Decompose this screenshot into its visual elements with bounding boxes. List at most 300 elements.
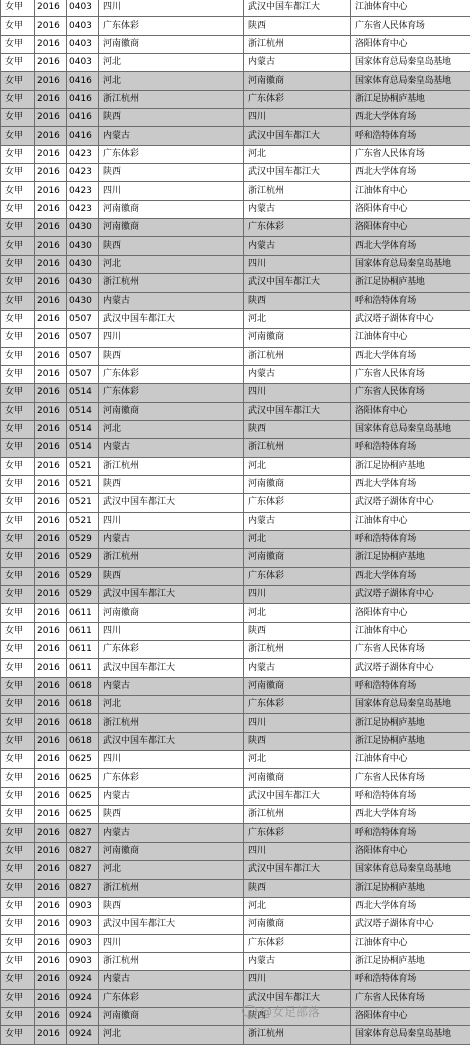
cell-date: 0430 [67,219,99,237]
cell-year: 2016 [35,72,67,90]
cell-away: 四川 [244,255,351,273]
cell-venue: 江油体育中心 [351,934,470,952]
cell-year: 2016 [35,769,67,787]
cell-venue: 广东省人民体育场 [351,384,470,402]
cell-date: 0430 [67,292,99,310]
cell-year: 2016 [35,219,67,237]
cell-year: 2016 [35,989,67,1007]
cell-away: 浙江杭州 [244,182,351,200]
table-row [1,714,470,732]
table-row [1,164,470,182]
cell-year: 2016 [35,292,67,310]
cell-home: 河南徽商 [99,1007,244,1025]
cell-home: 武汉中国车都江大 [99,494,244,512]
cell-home: 内蒙古 [99,127,244,145]
cell-year: 2016 [35,952,67,970]
cell-home: 河南徽商 [99,35,244,53]
cell-home: 浙江杭州 [99,274,244,292]
cell-away: 河南徽商 [244,916,351,934]
cell-away: 内蒙古 [244,659,351,677]
cell-date: 0521 [67,494,99,512]
cell-year: 2016 [35,90,67,108]
table-row [1,127,470,145]
cell-date: 0416 [67,72,99,90]
cell-date: 0625 [67,806,99,824]
cell-venue: 呼和浩特体育场 [351,530,470,548]
cell-home: 河南徽商 [99,842,244,860]
table-row [1,420,470,438]
cell-venue: 洛阳体育中心 [351,219,470,237]
cell-venue: 江油体育中心 [351,622,470,640]
table-row [1,35,470,53]
cell-league: 女甲 [1,659,35,677]
cell-venue: 西北大学体育场 [351,475,470,493]
cell-away: 广东体彩 [244,219,351,237]
cell-year: 2016 [35,274,67,292]
table-row [1,952,470,970]
cell-league: 女甲 [1,54,35,72]
cell-date: 0416 [67,90,99,108]
cell-year: 2016 [35,659,67,677]
cell-home: 河北 [99,696,244,714]
cell-home: 陕西 [99,109,244,127]
cell-date: 0924 [67,971,99,989]
cell-date: 0618 [67,714,99,732]
cell-year: 2016 [35,824,67,842]
cell-venue: 呼和浩特体育场 [351,439,470,457]
cell-venue: 武汉塔子湖体育中心 [351,494,470,512]
cell-league: 女甲 [1,861,35,879]
cell-year: 2016 [35,145,67,163]
table-row [1,677,470,695]
table-row [1,0,470,17]
cell-date: 0529 [67,567,99,585]
table-row [1,347,470,365]
cell-date: 0827 [67,861,99,879]
cell-away: 武汉中国车都江大 [244,787,351,805]
cell-league: 女甲 [1,237,35,255]
cell-venue: 西北大学体育场 [351,109,470,127]
table-row [1,732,470,750]
table-row [1,861,470,879]
table-row [1,439,470,457]
cell-away: 浙江杭州 [244,35,351,53]
cell-home: 河北 [99,420,244,438]
cell-year: 2016 [35,971,67,989]
cell-year: 2016 [35,512,67,530]
cell-date: 0924 [67,1007,99,1025]
cell-venue: 呼和浩特体育场 [351,787,470,805]
cell-year: 2016 [35,622,67,640]
cell-away: 内蒙古 [244,200,351,218]
cell-date: 0611 [67,604,99,622]
cell-venue: 洛阳体育中心 [351,35,470,53]
cell-league: 女甲 [1,677,35,695]
cell-home: 陕西 [99,897,244,915]
cell-league: 女甲 [1,732,35,750]
cell-year: 2016 [35,384,67,402]
cell-date: 0618 [67,696,99,714]
cell-away: 河北 [244,897,351,915]
cell-date: 0529 [67,549,99,567]
table-row [1,475,470,493]
cell-date: 0625 [67,769,99,787]
cell-home: 内蒙古 [99,824,244,842]
cell-year: 2016 [35,1026,67,1044]
cell-venue: 浙江足协桐庐基地 [351,714,470,732]
cell-away: 内蒙古 [244,952,351,970]
cell-home: 广东体彩 [99,384,244,402]
cell-venue: 武汉塔子湖体育中心 [351,586,470,604]
cell-league: 女甲 [1,145,35,163]
cell-year: 2016 [35,182,67,200]
cell-year: 2016 [35,861,67,879]
cell-home: 广东体彩 [99,365,244,383]
table-row [1,1026,470,1044]
cell-year: 2016 [35,567,67,585]
cell-league: 女甲 [1,365,35,383]
cell-home: 河北 [99,54,244,72]
cell-venue: 洛阳体育中心 [351,604,470,622]
cell-venue: 广东省人民体育场 [351,17,470,35]
cell-date: 0827 [67,824,99,842]
cell-league: 女甲 [1,1007,35,1025]
cell-away: 河北 [244,530,351,548]
cell-league: 女甲 [1,934,35,952]
table-row [1,641,470,659]
cell-away: 浙江杭州 [244,439,351,457]
cell-league: 女甲 [1,35,35,53]
cell-date: 0521 [67,512,99,530]
cell-away: 陕西 [244,879,351,897]
cell-venue: 广东省人民体育场 [351,145,470,163]
table-row [1,549,470,567]
cell-home: 陕西 [99,806,244,824]
cell-venue: 江油体育中心 [351,751,470,769]
cell-venue: 浙江足协桐庐基地 [351,274,470,292]
cell-away: 陕西 [244,622,351,640]
table-row [1,182,470,200]
watermark-text: @女足部落 [260,1005,320,1019]
cell-home: 河南徽商 [99,604,244,622]
table-row [1,237,470,255]
cell-venue: 广东省人民体育场 [351,989,470,1007]
table-row [1,145,470,163]
cell-venue: 国家体育总局秦皇岛基地 [351,420,470,438]
cell-date: 0423 [67,182,99,200]
cell-year: 2016 [35,787,67,805]
cell-year: 2016 [35,696,67,714]
cell-year: 2016 [35,237,67,255]
cell-away: 内蒙古 [244,365,351,383]
cell-year: 2016 [35,1007,67,1025]
cell-league: 女甲 [1,420,35,438]
cell-venue: 西北大学体育场 [351,806,470,824]
table-row [1,604,470,622]
cell-year: 2016 [35,109,67,127]
cell-league: 女甲 [1,897,35,915]
cell-league: 女甲 [1,329,35,347]
cell-league: 女甲 [1,824,35,842]
cell-date: 0903 [67,952,99,970]
cell-league: 女甲 [1,641,35,659]
cell-league: 女甲 [1,127,35,145]
cell-home: 浙江杭州 [99,714,244,732]
cell-away: 四川 [244,714,351,732]
cell-away: 河北 [244,310,351,328]
cell-venue: 江油体育中心 [351,0,470,17]
cell-home: 内蒙古 [99,787,244,805]
cell-away: 广东体彩 [244,934,351,952]
cell-away: 四川 [244,384,351,402]
cell-date: 0507 [67,310,99,328]
cell-year: 2016 [35,457,67,475]
cell-year: 2016 [35,879,67,897]
cell-away: 广东体彩 [244,696,351,714]
cell-away: 四川 [244,586,351,604]
cell-year: 2016 [35,402,67,420]
cell-league: 女甲 [1,72,35,90]
cell-league: 女甲 [1,164,35,182]
table-row [1,402,470,420]
cell-year: 2016 [35,586,67,604]
cell-date: 0416 [67,109,99,127]
cell-league: 女甲 [1,255,35,273]
cell-league: 女甲 [1,769,35,787]
cell-date: 0521 [67,475,99,493]
cell-date: 0924 [67,989,99,1007]
cell-home: 内蒙古 [99,530,244,548]
cell-year: 2016 [35,916,67,934]
cell-home: 浙江杭州 [99,879,244,897]
cell-date: 0521 [67,457,99,475]
cell-home: 四川 [99,182,244,200]
table-row [1,806,470,824]
cell-venue: 广东省人民体育场 [351,365,470,383]
weibo-icon [242,1005,257,1017]
cell-league: 女甲 [1,274,35,292]
cell-venue: 江油体育中心 [351,329,470,347]
cell-date: 0403 [67,17,99,35]
cell-league: 女甲 [1,402,35,420]
cell-home: 武汉中国车都江大 [99,916,244,934]
cell-league: 女甲 [1,347,35,365]
cell-date: 0430 [67,255,99,273]
cell-home: 陕西 [99,237,244,255]
cell-year: 2016 [35,549,67,567]
cell-league: 女甲 [1,475,35,493]
cell-home: 陕西 [99,567,244,585]
cell-date: 0611 [67,659,99,677]
cell-year: 2016 [35,934,67,952]
cell-date: 0430 [67,237,99,255]
cell-league: 女甲 [1,714,35,732]
cell-home: 浙江杭州 [99,952,244,970]
cell-year: 2016 [35,127,67,145]
cell-date: 0903 [67,897,99,915]
cell-league: 女甲 [1,0,35,17]
cell-away: 四川 [244,971,351,989]
cell-away: 内蒙古 [244,512,351,530]
cell-league: 女甲 [1,109,35,127]
table-row [1,292,470,310]
table-row [1,274,470,292]
cell-venue: 国家体育总局秦皇岛基地 [351,72,470,90]
cell-away: 河南徽商 [244,549,351,567]
cell-home: 武汉中国车都江大 [99,732,244,750]
table-row [1,1007,470,1025]
cell-home: 广东体彩 [99,641,244,659]
table-row [1,200,470,218]
cell-away: 河北 [244,604,351,622]
cell-year: 2016 [35,35,67,53]
cell-home: 广东体彩 [99,17,244,35]
cell-date: 0423 [67,164,99,182]
table-row [1,586,470,604]
cell-home: 武汉中国车都江大 [99,659,244,677]
cell-away: 广东体彩 [244,494,351,512]
cell-venue: 武汉塔子湖体育中心 [351,916,470,934]
cell-home: 内蒙古 [99,292,244,310]
cell-away: 陕西 [244,292,351,310]
cell-away: 武汉中国车都江大 [244,989,351,1007]
cell-league: 女甲 [1,292,35,310]
cell-away: 河北 [244,145,351,163]
table-row [1,310,470,328]
cell-venue: 呼和浩特体育场 [351,824,470,842]
cell-league: 女甲 [1,200,35,218]
cell-league: 女甲 [1,530,35,548]
cell-year: 2016 [35,842,67,860]
cell-home: 广东体彩 [99,145,244,163]
cell-year: 2016 [35,329,67,347]
cell-home: 四川 [99,751,244,769]
cell-venue: 江油体育中心 [351,182,470,200]
cell-venue: 国家体育总局秦皇岛基地 [351,696,470,714]
cell-venue: 西北大学体育场 [351,567,470,585]
cell-year: 2016 [35,310,67,328]
cell-league: 女甲 [1,1026,35,1044]
cell-venue: 洛阳体育中心 [351,200,470,218]
cell-year: 2016 [35,200,67,218]
cell-league: 女甲 [1,842,35,860]
table-row [1,696,470,714]
cell-date: 0430 [67,274,99,292]
cell-home: 河南徽商 [99,200,244,218]
cell-venue: 呼和浩特体育场 [351,971,470,989]
cell-venue: 武汉塔子湖体育中心 [351,310,470,328]
table-row [1,494,470,512]
cell-venue: 呼和浩特体育场 [351,127,470,145]
cell-venue: 西北大学体育场 [351,164,470,182]
table-row [1,916,470,934]
cell-league: 女甲 [1,457,35,475]
cell-date: 0514 [67,439,99,457]
table-row [1,567,470,585]
cell-date: 0618 [67,677,99,695]
table-row [1,842,470,860]
cell-venue: 江油体育中心 [351,512,470,530]
cell-date: 0827 [67,879,99,897]
cell-away: 浙江杭州 [244,347,351,365]
cell-venue: 国家体育总局秦皇岛基地 [351,54,470,72]
cell-date: 0507 [67,329,99,347]
cell-date: 0403 [67,54,99,72]
cell-year: 2016 [35,714,67,732]
cell-year: 2016 [35,347,67,365]
cell-venue: 呼和浩特体育场 [351,677,470,695]
cell-year: 2016 [35,439,67,457]
cell-year: 2016 [35,164,67,182]
cell-home: 四川 [99,622,244,640]
table-row [1,879,470,897]
cell-league: 女甲 [1,586,35,604]
cell-home: 四川 [99,0,244,17]
table-row [1,787,470,805]
cell-date: 0903 [67,934,99,952]
cell-home: 四川 [99,329,244,347]
cell-venue: 国家体育总局秦皇岛基地 [351,255,470,273]
cell-home: 河南徽商 [99,402,244,420]
cell-date: 0625 [67,751,99,769]
cell-home: 陕西 [99,347,244,365]
cell-home: 浙江杭州 [99,90,244,108]
cell-league: 女甲 [1,971,35,989]
cell-date: 0423 [67,145,99,163]
cell-home: 四川 [99,934,244,952]
table-row [1,530,470,548]
cell-year: 2016 [35,530,67,548]
cell-home: 河北 [99,72,244,90]
cell-away: 河南徽商 [244,769,351,787]
cell-league: 女甲 [1,384,35,402]
table-row [1,329,470,347]
cell-league: 女甲 [1,512,35,530]
cell-away: 武汉中国车都江大 [244,274,351,292]
cell-away: 武汉中国车都江大 [244,0,351,17]
cell-venue: 呼和浩特体育场 [351,292,470,310]
cell-date: 0529 [67,530,99,548]
table-row [1,90,470,108]
cell-home: 河北 [99,861,244,879]
cell-year: 2016 [35,17,67,35]
cell-venue: 浙江足协桐庐基地 [351,732,470,750]
cell-venue: 西北大学体育场 [351,897,470,915]
cell-away: 河北 [244,751,351,769]
cell-year: 2016 [35,751,67,769]
cell-venue: 浙江足协桐庐基地 [351,90,470,108]
cell-home: 河北 [99,255,244,273]
cell-venue: 广东省人民体育场 [351,641,470,659]
cell-away: 武汉中国车都江大 [244,861,351,879]
cell-home: 广东体彩 [99,769,244,787]
cell-away: 广东体彩 [244,567,351,585]
table-row [1,17,470,35]
cell-date: 0924 [67,1026,99,1044]
cell-year: 2016 [35,54,67,72]
cell-away: 内蒙古 [244,237,351,255]
cell-venue: 浙江足协桐庐基地 [351,879,470,897]
cell-league: 女甲 [1,549,35,567]
cell-date: 0507 [67,365,99,383]
cell-away: 广东体彩 [244,90,351,108]
cell-date: 0416 [67,127,99,145]
cell-date: 0529 [67,586,99,604]
cell-date: 0611 [67,622,99,640]
cell-year: 2016 [35,255,67,273]
cell-year: 2016 [35,806,67,824]
cell-venue: 浙江足协桐庐基地 [351,457,470,475]
